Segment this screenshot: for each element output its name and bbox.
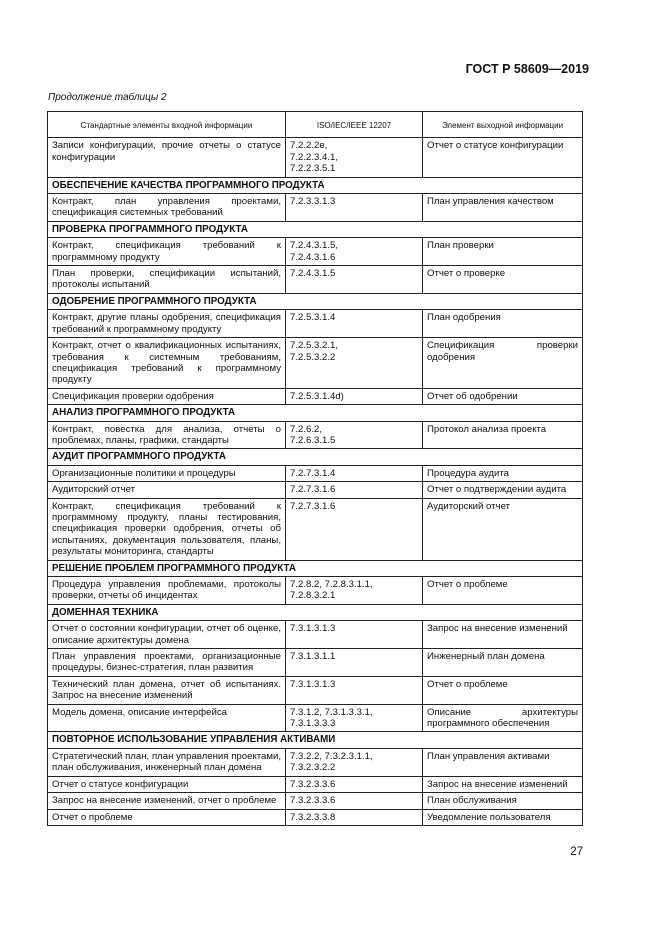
table-row [48, 338, 583, 389]
output-cell: План обслуживания [423, 793, 583, 809]
standard-ref-cell: 7.3.1.3.1.1 [286, 649, 423, 677]
standard-code: ГОСТ Р 58609—2019 [465, 62, 589, 76]
column-header-standard: ISO/IEC/IEEE 12207 [286, 112, 423, 138]
table-header-row [48, 112, 583, 138]
standard-ref-cell: 7.2.7.3.1.6 [286, 498, 423, 560]
input-cell: Отчет о состоянии конфигурации, отчет об оценке, описание архитектуры домена [48, 621, 286, 649]
standard-ref-cell: 7.2.8.2, 7.2.8.3.1.1, 7.2.8.3.2.1 [286, 577, 423, 605]
output-cell: Аудиторский отчет [423, 498, 583, 560]
input-cell: Отчет о проблеме [48, 809, 286, 825]
output-cell: План управления качеством [423, 194, 583, 222]
input-cell: Контракт, спецификация требований к программному продукту, планы тестирования, спецификация проверки одобрения, отчеты об испытаниях, документация пользователя, планы, результаты мониторинга, стандарты [48, 498, 286, 560]
output-cell: Протокол анализа проекта [423, 421, 583, 449]
table-body [48, 138, 583, 826]
standard-ref-cell: 7.3.1.3.1.3 [286, 621, 423, 649]
output-cell: План проверки [423, 238, 583, 266]
standard-ref-cell: 7.2.4.3.1.5, 7.2.4.3.1.6 [286, 238, 423, 266]
output-cell: Запрос на внесение изменений [423, 621, 583, 649]
output-cell: Инженерный план домена [423, 649, 583, 677]
section-row [48, 560, 583, 576]
section-title: РЕШЕНИЕ ПРОБЛЕМ ПРОГРАММНОГО ПРОДУКТА [48, 560, 583, 576]
section-title: ДОМЕННАЯ ТЕХНИКА [48, 604, 583, 620]
table-row [48, 310, 583, 338]
standard-ref-cell: 7.2.3.3.1.3 [286, 194, 423, 222]
table-row [48, 388, 583, 404]
section-title: ОБЕСПЕЧЕНИЕ КАЧЕСТВА ПРОГРАММНОГО ПРОДУКТА [48, 177, 583, 193]
output-cell: Отчет о подтверждении аудита [423, 482, 583, 498]
input-cell: Процедура управления проблемами, протоколы проверки, отчеты об инцидентах [48, 577, 286, 605]
output-cell: Отчет о статусе конфигурации [423, 138, 583, 177]
standard-ref-cell: 7.2.5.3.1.4d) [286, 388, 423, 404]
input-cell: План управления проектами, организационные процедуры, бизнес-стратегия, план развития [48, 649, 286, 677]
output-cell: Спецификация проверки одобрения [423, 338, 583, 389]
table-row [48, 465, 583, 481]
input-cell: Контракт, повестка для анализа, отчеты о проблемах, планы, графики, стандарты [48, 421, 286, 449]
standard-ref-cell: 7.2.7.3.1.6 [286, 482, 423, 498]
output-cell: Отчет о проблеме [423, 577, 583, 605]
standard-ref-cell: 7.3.2.3.3.8 [286, 809, 423, 825]
page-number: 27 [570, 846, 583, 858]
input-cell: План проверки, спецификации испытаний, протоколы испытаний [48, 266, 286, 294]
column-header-input: Стандартные элементы входной информации [48, 112, 286, 138]
section-title: АУДИТ ПРОГРАММНОГО ПРОДУКТА [48, 449, 583, 465]
table-row [48, 421, 583, 449]
input-cell: Контракт, план управления проектами, спецификация системных требований [48, 194, 286, 222]
input-cell: Спецификация проверки одобрения [48, 388, 286, 404]
table-row [48, 194, 583, 222]
section-title: ПРОВЕРКА ПРОГРАММНОГО ПРОДУКТА [48, 221, 583, 237]
table-row [48, 676, 583, 704]
standard-ref-cell: 7.2.4.3.1.5 [286, 266, 423, 294]
output-cell: Запрос на внесение изменений [423, 776, 583, 792]
input-cell: Контракт, спецификация требований к программному продукту [48, 238, 286, 266]
table-row [48, 238, 583, 266]
section-row [48, 405, 583, 421]
output-cell: Отчет о проверке [423, 266, 583, 294]
standard-ref-cell: 7.3.1.3.1.3 [286, 676, 423, 704]
output-cell: Отчет о проблеме [423, 676, 583, 704]
input-cell: Стратегический план, план управления проектами, план обслуживания, инженерный план домена [48, 748, 286, 776]
input-cell: Контракт, другие планы одобрения, спецификация требований к программному продукту [48, 310, 286, 338]
table-row [48, 482, 583, 498]
input-cell: Организационные политики и процедуры [48, 465, 286, 481]
table-row [48, 266, 583, 294]
standard-ref-cell: 7.2.7.3.1.4 [286, 465, 423, 481]
output-cell: План одобрения [423, 310, 583, 338]
standard-ref-cell: 7.3.1.2, 7.3.1.3.3.1, 7.3.1.3.3.3 [286, 704, 423, 732]
standard-ref-cell: 7.3.2.3.3.6 [286, 776, 423, 792]
table-row [48, 498, 583, 560]
table-row [48, 793, 583, 809]
table-row [48, 776, 583, 792]
section-row [48, 604, 583, 620]
table-row [48, 138, 583, 177]
standard-ref-cell: 7.2.5.3.2.1, 7.2.5.3.2.2 [286, 338, 423, 389]
input-cell: Запрос на внесение изменений, отчет о проблеме [48, 793, 286, 809]
section-row [48, 177, 583, 193]
output-cell: Процедура аудита [423, 465, 583, 481]
section-title: ОДОБРЕНИЕ ПРОГРАММНОГО ПРОДУКТА [48, 293, 583, 309]
standard-ref-cell: 7.2.6.2, 7.2.6.3.1.5 [286, 421, 423, 449]
input-cell: Записи конфигурации, прочие отчеты о статусе конфигурации [48, 138, 286, 177]
standard-ref-cell: 7.3.2.2, 7.3.2.3.1.1, 7.3.2.3.2.2 [286, 748, 423, 776]
mapping-table [47, 111, 583, 826]
standard-ref-cell: 7.2.2.2e, 7.2.2.3.4.1, 7.2.2.3.5.1 [286, 138, 423, 177]
standard-ref-cell: 7.2.5.3.1.4 [286, 310, 423, 338]
input-cell: Контракт, отчет о квалификационных испытаниях, требования к системным требованиям, спецификация требований к программному продукту [48, 338, 286, 389]
input-cell: Отчет о статусе конфигурации [48, 776, 286, 792]
column-header-output: Элемент выходной информации [423, 112, 583, 138]
output-cell: Описание архитектуры программного обеспечения [423, 704, 583, 732]
table-row [48, 704, 583, 732]
input-cell: Технический план домена, отчет об испытаниях. Запрос на внесение изменений [48, 676, 286, 704]
section-title: ПОВТОРНОЕ ИСПОЛЬЗОВАНИЕ УПРАВЛЕНИЯ АКТИВАМИ [48, 732, 583, 748]
table-row [48, 577, 583, 605]
output-cell: Уведомление пользователя [423, 809, 583, 825]
section-row [48, 449, 583, 465]
section-row [48, 293, 583, 309]
table-continuation-label: Продолжение таблицы 2 [48, 92, 167, 103]
section-row [48, 221, 583, 237]
output-cell: План управления активами [423, 748, 583, 776]
output-cell: Отчет об одобрении [423, 388, 583, 404]
table-row [48, 748, 583, 776]
standard-ref-cell: 7.3.2.3.3.6 [286, 793, 423, 809]
table-row [48, 809, 583, 825]
input-cell: Модель домена, описание интерфейса [48, 704, 286, 732]
table-row [48, 621, 583, 649]
input-cell: Аудиторский отчет [48, 482, 286, 498]
section-title: АНАЛИЗ ПРОГРАММНОГО ПРОДУКТА [48, 405, 583, 421]
section-row [48, 732, 583, 748]
table-row [48, 649, 583, 677]
